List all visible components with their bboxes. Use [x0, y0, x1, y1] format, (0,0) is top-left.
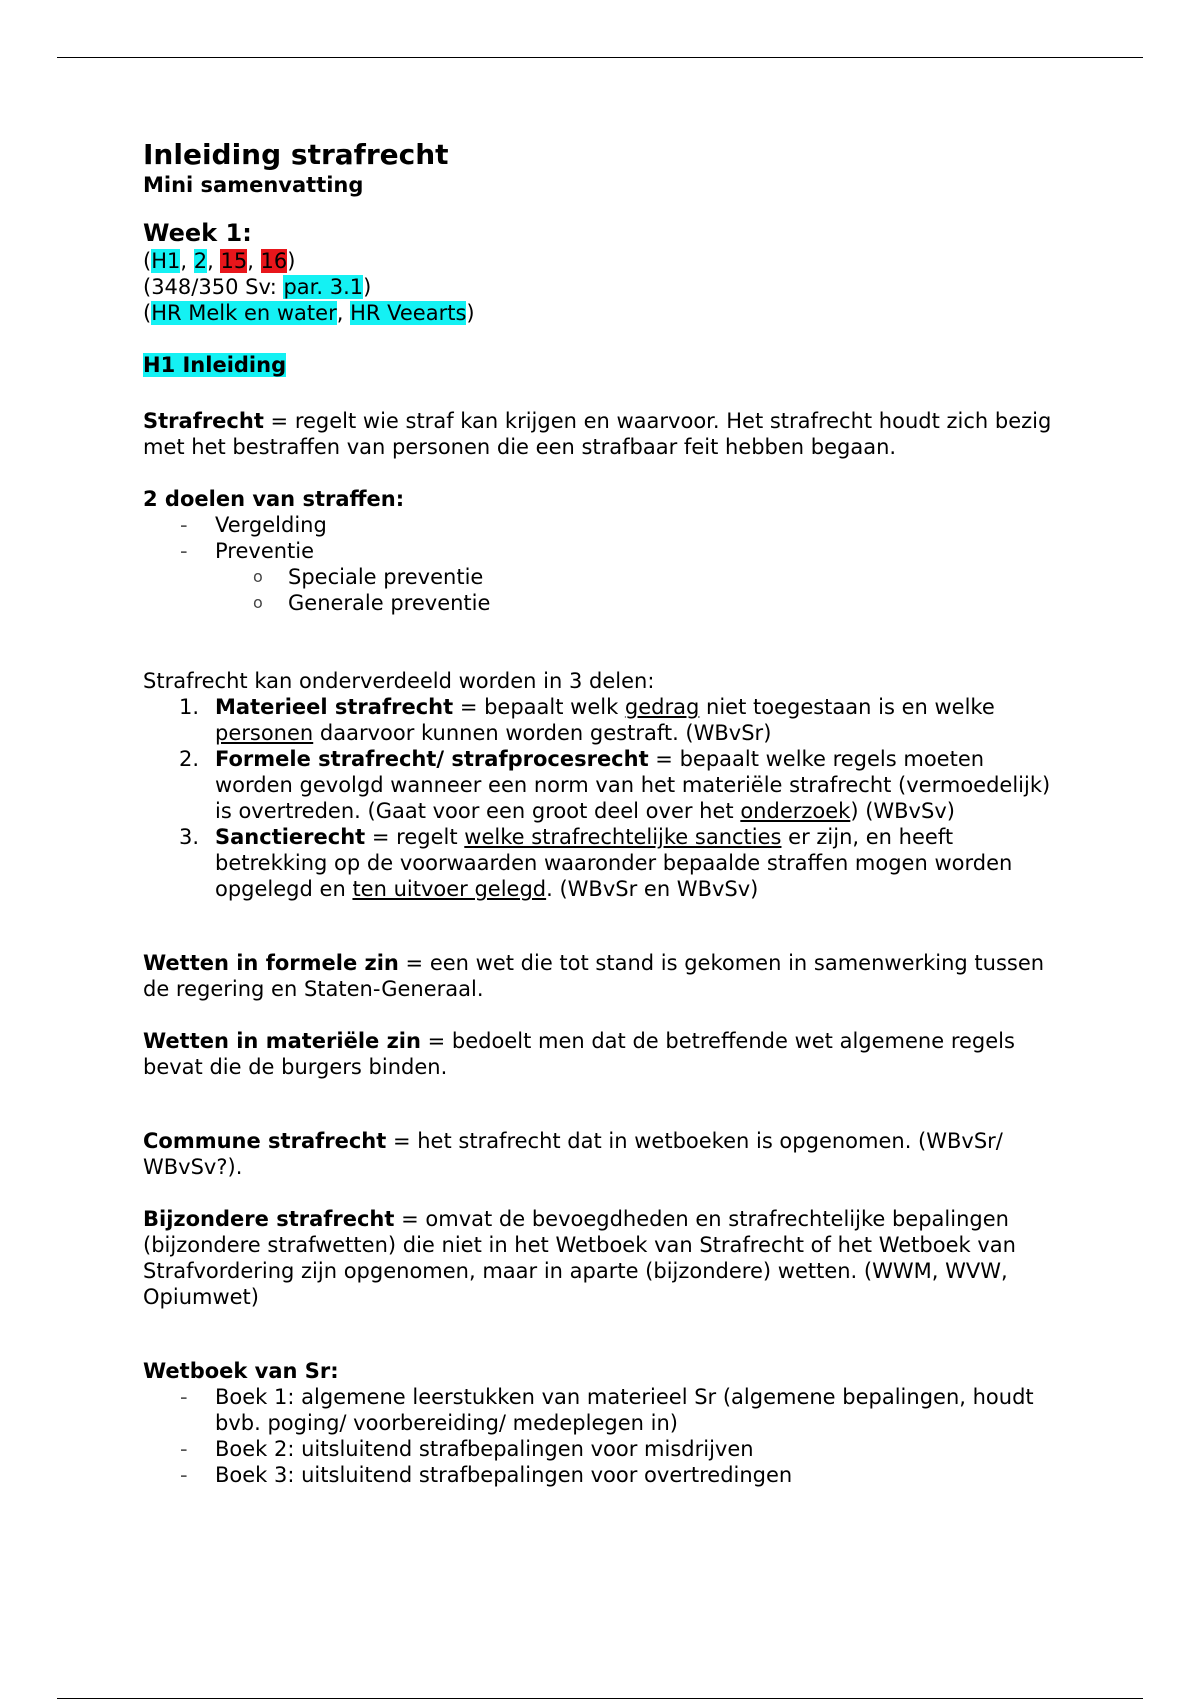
ref-hr-veearts: HR Veearts	[350, 301, 467, 325]
header-rule	[57, 57, 1143, 58]
wetboek-heading: Wetboek van Sr:	[143, 1359, 339, 1383]
refs-line-2: (348/350 Sv: par. 3.1)	[143, 275, 372, 299]
document-subtitle: Mini samenvatting	[143, 173, 364, 197]
section-heading-h1: H1 Inleiding	[143, 353, 287, 377]
list-item: - Preventie	[143, 538, 1063, 564]
definition-formele-zin: Wetten in formele zin = een wet die tot stand is gekomen in samenwerking tussen de regering en Staten-Generaal.	[143, 951, 1045, 1001]
list-item: - Boek 3: uitsluitend strafbepalingen voor overtredingen	[143, 1462, 1063, 1488]
list-item: o Speciale preventie	[143, 564, 1063, 590]
ref-h1: H1	[151, 249, 181, 273]
refs-line-1: (H1, 2, 15, 16)	[143, 249, 296, 273]
ref-par-3-1: par. 3.1	[283, 275, 364, 299]
doelen-heading: 2 doelen van straffen:	[143, 487, 405, 511]
list-item: 2. Formele strafrecht/ strafprocesrecht = bepaalt welke regels moeten worden gevolgd wanneer een norm van het materiële strafrecht (vermoedelijk) is overtreden. (Gaat voor een groot deel over het onderzoek) (WBvSv)	[179, 747, 1051, 823]
ref-hr-melk: HR Melk en water	[151, 301, 337, 325]
list-item: o Generale preventie	[143, 590, 1063, 616]
week-heading: Week 1:	[143, 219, 252, 247]
list-item: - Vergelding	[143, 512, 1063, 538]
definition-commune-strafrecht: Commune strafrecht = het strafrecht dat in wetboeken is opgenomen. (WBvSr/ WBvSv?).	[143, 1129, 1003, 1179]
document-title: Inleiding strafrecht	[143, 138, 449, 171]
list-item: - Boek 2: uitsluitend strafbepalingen voor misdrijven	[143, 1436, 1063, 1462]
footer-rule	[57, 1698, 1143, 1699]
definition-bijzondere-strafrecht: Bijzondere strafrecht = omvat de bevoegdheden en strafrechtelijke bepalingen (bijzondere strafwetten) die niet in het Wetboek van Strafrecht of het Wetboek van Strafvordering zijn opgenomen, maar in aparte (bijzondere) wetten. (WWM, WVW, Opiumwet)	[143, 1207, 1016, 1309]
delen-intro: Strafrecht kan onderverdeeld worden in 3 delen:	[143, 669, 655, 693]
preventie-sublist	[143, 564, 1063, 616]
definition-strafrecht: Strafrecht = regelt wie straf kan krijgen en waarvoor. Het strafrecht houdt zich bezig met het bestraffen van personen die een strafbaar feit hebben begaan.	[143, 409, 1052, 459]
refs-line-3: (HR Melk en water, HR Veearts)	[143, 301, 475, 325]
list-item: 1. Materieel strafrecht = bepaalt welk gedrag niet toegestaan is en welke personen daarvoor kunnen worden gestraft. (WBvSr)	[179, 695, 995, 745]
definition-materiele-zin: Wetten in materiële zin = bedoelt men dat de betreffende wet algemene regels bevat die de burgers binden.	[143, 1029, 1015, 1079]
list-item: 3. Sanctierecht = regelt welke strafrechtelijke sancties er zijn, en heeft betrekking op de voorwaarden waaronder bepaalde straffen mogen worden opgelegd en ten uitvoer gelegd. (WBvSr en WBvSv)	[179, 825, 1013, 901]
wetboek-list	[143, 1384, 1063, 1488]
ref-16: 16	[260, 249, 288, 273]
document-page	[143, 138, 1063, 1488]
list-item: - Boek 1: algemene leerstukken van materieel Sr (algemene bepalingen, houdt bvb. poging/ voorbereiding/ medeplegen in)	[143, 1384, 1063, 1436]
ref-2: 2	[193, 249, 208, 273]
ref-15: 15	[220, 249, 248, 273]
delen-list	[143, 694, 1063, 902]
doelen-list	[143, 512, 1063, 564]
